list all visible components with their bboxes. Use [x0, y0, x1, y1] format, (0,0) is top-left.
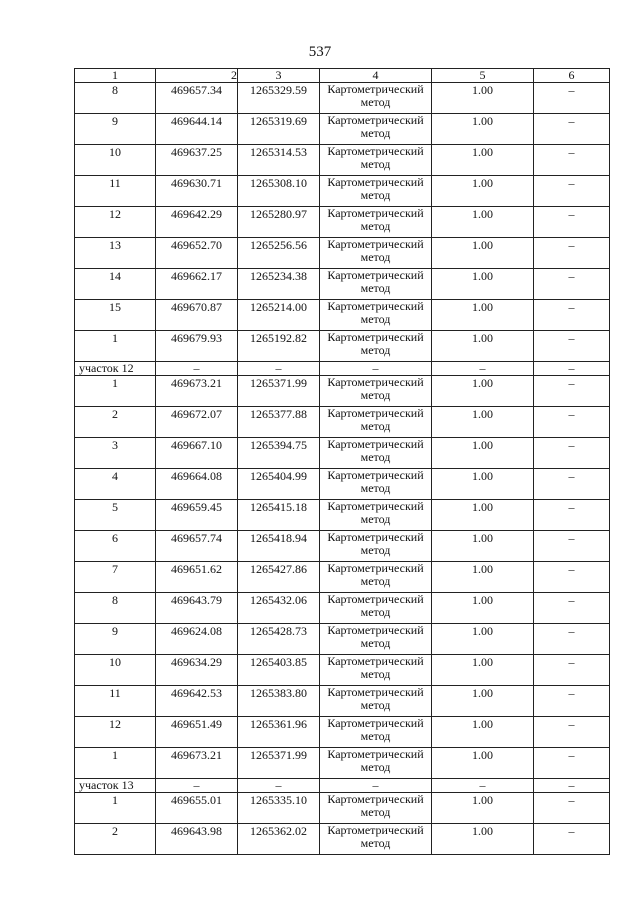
accuracy-cell: 1.00	[432, 531, 534, 562]
accuracy-cell: 1.00	[432, 562, 534, 593]
method-cell: –	[320, 362, 432, 376]
point-number-cell: 15	[75, 300, 156, 331]
table-row	[75, 238, 610, 269]
accuracy-cell: 1.00	[432, 407, 534, 438]
point-number-cell: 10	[75, 145, 156, 176]
accuracy-cell: 1.00	[432, 624, 534, 655]
accuracy-cell: 1.00	[432, 83, 534, 114]
point-number-cell: 11	[75, 176, 156, 207]
accuracy-cell: 1.00	[432, 686, 534, 717]
x-coordinate-cell: 469652.70	[156, 238, 238, 269]
header-cell-4: 4	[320, 69, 432, 83]
note-cell: –	[534, 469, 610, 500]
point-number-cell: 3	[75, 438, 156, 469]
accuracy-cell: 1.00	[432, 500, 534, 531]
y-coordinate-cell: 1265383.80	[238, 686, 320, 717]
note-cell: –	[534, 145, 610, 176]
accuracy-cell: 1.00	[432, 793, 534, 824]
point-number-cell: 11	[75, 686, 156, 717]
method-cell: Картометрический метод	[320, 717, 432, 748]
table-row	[75, 269, 610, 300]
y-coordinate-cell: 1265403.85	[238, 655, 320, 686]
point-number-cell: 9	[75, 624, 156, 655]
table-row	[75, 624, 610, 655]
y-coordinate-cell: 1265361.96	[238, 717, 320, 748]
plot-header-row	[75, 362, 610, 376]
note-cell: –	[534, 407, 610, 438]
table-row	[75, 145, 610, 176]
method-cell: Картометрический метод	[320, 438, 432, 469]
point-number-cell: 10	[75, 655, 156, 686]
y-coordinate-cell: 1265308.10	[238, 176, 320, 207]
method-cell: Картометрический метод	[320, 824, 432, 855]
x-coordinate-cell: 469651.49	[156, 717, 238, 748]
table-row	[75, 83, 610, 114]
y-coordinate-cell: 1265377.88	[238, 407, 320, 438]
y-coordinate-cell: 1265362.02	[238, 824, 320, 855]
x-coordinate-cell: 469673.21	[156, 376, 238, 407]
header-cell-2: 2	[156, 69, 238, 83]
point-number-cell: 1	[75, 376, 156, 407]
table-row	[75, 686, 610, 717]
method-cell: Картометрический метод	[320, 331, 432, 362]
note-cell: –	[534, 362, 610, 376]
x-coordinate-cell: –	[156, 779, 238, 793]
table-row	[75, 593, 610, 624]
point-number-cell: 2	[75, 407, 156, 438]
x-coordinate-cell: 469624.08	[156, 624, 238, 655]
table-row	[75, 331, 610, 362]
method-cell: Картометрический метод	[320, 562, 432, 593]
method-cell: Картометрический метод	[320, 655, 432, 686]
x-coordinate-cell: –	[156, 362, 238, 376]
x-coordinate-cell: 469679.93	[156, 331, 238, 362]
method-cell: Картометрический метод	[320, 593, 432, 624]
table-row	[75, 207, 610, 238]
y-coordinate-cell: –	[238, 779, 320, 793]
coordinates-table	[74, 68, 610, 855]
method-cell: Картометрический метод	[320, 269, 432, 300]
header-row	[75, 69, 610, 83]
note-cell: –	[534, 562, 610, 593]
method-cell: Картометрический метод	[320, 686, 432, 717]
table-row	[75, 531, 610, 562]
point-number-cell: 4	[75, 469, 156, 500]
note-cell: –	[534, 176, 610, 207]
page-number: 537	[308, 44, 332, 60]
note-cell: –	[534, 779, 610, 793]
note-cell: –	[534, 376, 610, 407]
x-coordinate-cell: 469672.07	[156, 407, 238, 438]
note-cell: –	[534, 438, 610, 469]
y-coordinate-cell: 1265418.94	[238, 531, 320, 562]
x-coordinate-cell: 469667.10	[156, 438, 238, 469]
y-coordinate-cell: 1265314.53	[238, 145, 320, 176]
y-coordinate-cell: 1265329.59	[238, 83, 320, 114]
x-coordinate-cell: 469644.14	[156, 114, 238, 145]
table-row	[75, 793, 610, 824]
accuracy-cell: 1.00	[432, 593, 534, 624]
method-cell: Картометрический метод	[320, 407, 432, 438]
table-row	[75, 407, 610, 438]
accuracy-cell: 1.00	[432, 269, 534, 300]
x-coordinate-cell: 469655.01	[156, 793, 238, 824]
accuracy-cell: 1.00	[432, 238, 534, 269]
note-cell: –	[534, 655, 610, 686]
y-coordinate-cell: 1265280.97	[238, 207, 320, 238]
table-row	[75, 114, 610, 145]
y-coordinate-cell: 1265427.86	[238, 562, 320, 593]
point-number-cell: участок 12	[75, 362, 156, 376]
point-number-cell: 1	[75, 331, 156, 362]
x-coordinate-cell: 469670.87	[156, 300, 238, 331]
accuracy-cell: 1.00	[432, 748, 534, 779]
x-coordinate-cell: 469651.62	[156, 562, 238, 593]
method-cell: Картометрический метод	[320, 238, 432, 269]
y-coordinate-cell: 1265394.75	[238, 438, 320, 469]
note-cell: –	[534, 238, 610, 269]
method-cell: Картометрический метод	[320, 531, 432, 562]
header-cell-3: 3	[238, 69, 320, 83]
accuracy-cell: 1.00	[432, 114, 534, 145]
point-number-cell: 8	[75, 593, 156, 624]
accuracy-cell: 1.00	[432, 469, 534, 500]
point-number-cell: участок 13	[75, 779, 156, 793]
accuracy-cell: 1.00	[432, 438, 534, 469]
note-cell: –	[534, 748, 610, 779]
point-number-cell: 12	[75, 207, 156, 238]
point-number-cell: 1	[75, 793, 156, 824]
y-coordinate-cell: –	[238, 362, 320, 376]
note-cell: –	[534, 300, 610, 331]
accuracy-cell: 1.00	[432, 145, 534, 176]
x-coordinate-cell: 469657.74	[156, 531, 238, 562]
method-cell: Картометрический метод	[320, 624, 432, 655]
x-coordinate-cell: 469643.98	[156, 824, 238, 855]
method-cell: Картометрический метод	[320, 207, 432, 238]
method-cell: Картометрический метод	[320, 83, 432, 114]
note-cell: –	[534, 593, 610, 624]
table-row	[75, 655, 610, 686]
plot-header-row	[75, 779, 610, 793]
x-coordinate-cell: 469637.25	[156, 145, 238, 176]
point-number-cell: 9	[75, 114, 156, 145]
point-number-cell: 14	[75, 269, 156, 300]
method-cell: Картометрический метод	[320, 793, 432, 824]
note-cell: –	[534, 207, 610, 238]
accuracy-cell: 1.00	[432, 331, 534, 362]
accuracy-cell: –	[432, 362, 534, 376]
table-body	[75, 83, 610, 855]
table-row	[75, 376, 610, 407]
method-cell: Картометрический метод	[320, 500, 432, 531]
x-coordinate-cell: 469659.45	[156, 500, 238, 531]
point-number-cell: 1	[75, 748, 156, 779]
x-coordinate-cell: 469630.71	[156, 176, 238, 207]
x-coordinate-cell: 469642.53	[156, 686, 238, 717]
table-row	[75, 300, 610, 331]
accuracy-cell: –	[432, 779, 534, 793]
x-coordinate-cell: 469643.79	[156, 593, 238, 624]
note-cell: –	[534, 114, 610, 145]
method-cell: Картометрический метод	[320, 300, 432, 331]
header-cell-6: 6	[534, 69, 610, 83]
y-coordinate-cell: 1265432.06	[238, 593, 320, 624]
point-number-cell: 13	[75, 238, 156, 269]
note-cell: –	[534, 686, 610, 717]
point-number-cell: 6	[75, 531, 156, 562]
y-coordinate-cell: 1265335.10	[238, 793, 320, 824]
note-cell: –	[534, 331, 610, 362]
method-cell: Картометрический метод	[320, 376, 432, 407]
accuracy-cell: 1.00	[432, 376, 534, 407]
point-number-cell: 8	[75, 83, 156, 114]
table-row	[75, 748, 610, 779]
y-coordinate-cell: 1265371.99	[238, 376, 320, 407]
point-number-cell: 2	[75, 824, 156, 855]
y-coordinate-cell: 1265319.69	[238, 114, 320, 145]
x-coordinate-cell: 469662.17	[156, 269, 238, 300]
table-row	[75, 717, 610, 748]
method-cell: Картометрический метод	[320, 748, 432, 779]
method-cell: Картометрический метод	[320, 114, 432, 145]
x-coordinate-cell: 469642.29	[156, 207, 238, 238]
note-cell: –	[534, 717, 610, 748]
y-coordinate-cell: 1265214.00	[238, 300, 320, 331]
table-row	[75, 824, 610, 855]
accuracy-cell: 1.00	[432, 717, 534, 748]
accuracy-cell: 1.00	[432, 176, 534, 207]
table-row	[75, 438, 610, 469]
method-cell: Картометрический метод	[320, 176, 432, 207]
table-row	[75, 176, 610, 207]
header-cell-1: 1	[75, 69, 156, 83]
header-cell-5: 5	[432, 69, 534, 83]
method-cell: –	[320, 779, 432, 793]
note-cell: –	[534, 793, 610, 824]
y-coordinate-cell: 1265428.73	[238, 624, 320, 655]
y-coordinate-cell: 1265415.18	[238, 500, 320, 531]
x-coordinate-cell: 469673.21	[156, 748, 238, 779]
y-coordinate-cell: 1265404.99	[238, 469, 320, 500]
x-coordinate-cell: 469634.29	[156, 655, 238, 686]
accuracy-cell: 1.00	[432, 207, 534, 238]
accuracy-cell: 1.00	[432, 824, 534, 855]
y-coordinate-cell: 1265192.82	[238, 331, 320, 362]
note-cell: –	[534, 83, 610, 114]
method-cell: Картометрический метод	[320, 469, 432, 500]
accuracy-cell: 1.00	[432, 655, 534, 686]
method-cell: Картометрический метод	[320, 145, 432, 176]
x-coordinate-cell: 469657.34	[156, 83, 238, 114]
point-number-cell: 5	[75, 500, 156, 531]
y-coordinate-cell: 1265234.38	[238, 269, 320, 300]
note-cell: –	[534, 624, 610, 655]
note-cell: –	[534, 500, 610, 531]
note-cell: –	[534, 269, 610, 300]
note-cell: –	[534, 824, 610, 855]
note-cell: –	[534, 531, 610, 562]
table-row	[75, 562, 610, 593]
y-coordinate-cell: 1265371.99	[238, 748, 320, 779]
point-number-cell: 7	[75, 562, 156, 593]
table-row	[75, 500, 610, 531]
x-coordinate-cell: 469664.08	[156, 469, 238, 500]
y-coordinate-cell: 1265256.56	[238, 238, 320, 269]
table-row	[75, 469, 610, 500]
accuracy-cell: 1.00	[432, 300, 534, 331]
point-number-cell: 12	[75, 717, 156, 748]
